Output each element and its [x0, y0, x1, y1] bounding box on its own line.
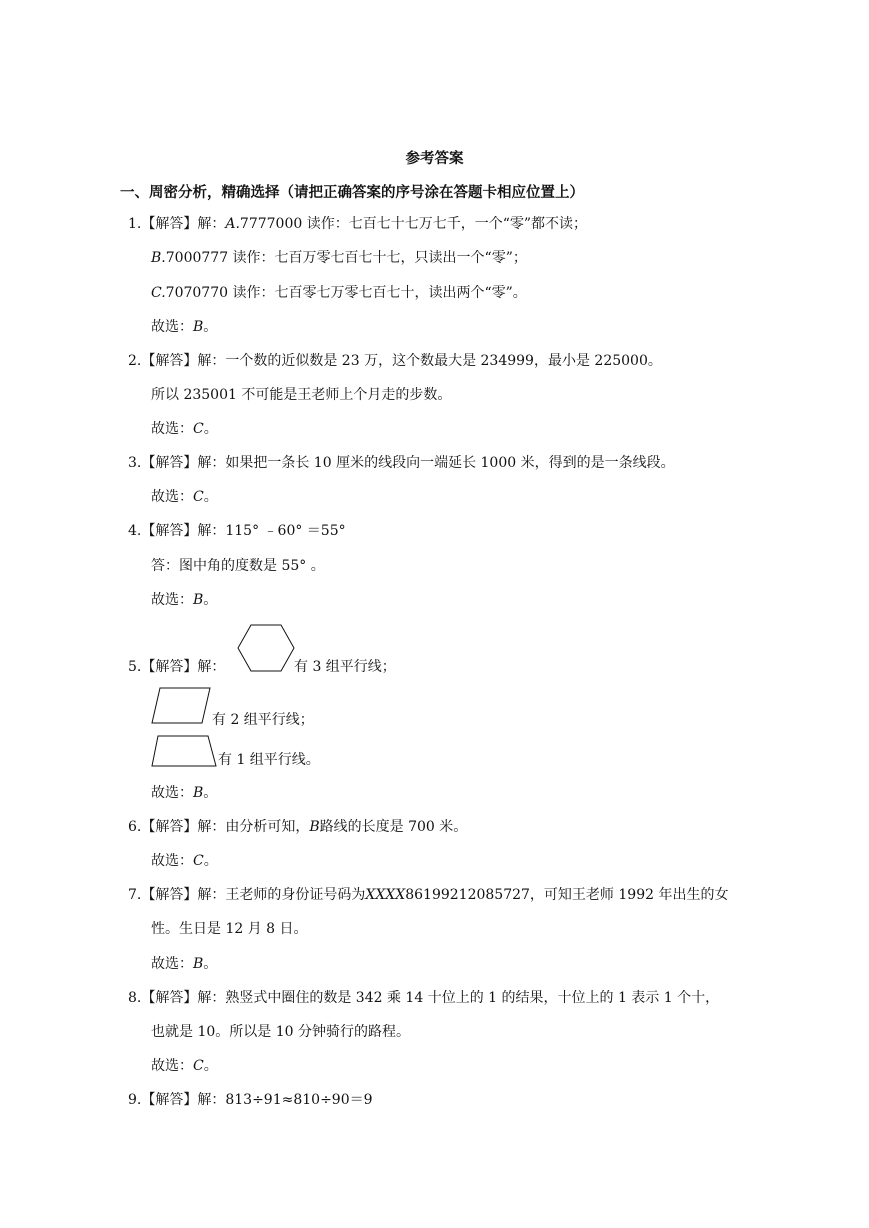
solution-label: 解：	[197, 1092, 226, 1108]
answer-letter: C	[193, 489, 204, 505]
masked-digits: XXXX	[365, 887, 406, 903]
answer-choice: 故选：C。	[151, 489, 218, 505]
parallelogram-shape	[150, 687, 212, 725]
option-label: A.	[225, 216, 240, 232]
answer-tag: 【解答】	[141, 353, 198, 369]
trapezoid-shape	[150, 734, 218, 768]
solution-label: 解：	[197, 659, 226, 675]
answer-letter: C	[193, 853, 204, 869]
question-number: 3.	[128, 455, 142, 471]
answer-letter: B	[193, 592, 204, 608]
section-heading: 一、周密分析，精确选择（请把正确答案的序号涂在答题卡相应位置上）	[120, 185, 584, 201]
answer-choice: 故选：B。	[151, 592, 218, 608]
answer-tag: 【解答】	[141, 455, 198, 471]
answer-letter: C	[193, 421, 204, 437]
question-number: 5.	[128, 659, 142, 675]
hexagon-shape	[236, 624, 296, 674]
answer-choice: 故选：C。	[151, 421, 218, 437]
question-number: 4.	[128, 523, 142, 539]
question-3	[128, 454, 675, 472]
solution-text: 性。生日是 12 月 8 日。	[151, 921, 308, 937]
answer-choice: 故选：B。	[151, 319, 218, 335]
solution-label: 解：	[197, 887, 226, 903]
solution-label: 解：	[197, 353, 226, 369]
answer-tag: 【解答】	[141, 887, 198, 903]
answer-choice: 故选：B。	[151, 956, 218, 972]
answer-tag: 【解答】	[141, 819, 198, 835]
question-number: 6.	[128, 819, 142, 835]
question-number: 1.	[128, 216, 142, 232]
solution-text: 一个数的近似数是 23 万，这个数最大是 234999，最小是 225000。	[225, 353, 662, 369]
option-label: C.	[151, 285, 166, 301]
question-4	[128, 522, 346, 540]
option-label: B.	[151, 250, 166, 266]
answer-tag: 【解答】	[141, 659, 198, 675]
answer-choice: 故选：B。	[151, 785, 218, 801]
question-2	[128, 352, 662, 370]
question-number: 9.	[128, 1092, 142, 1108]
answer-letter: B	[193, 785, 204, 801]
solution-text: 所以 235001 不可能是王老师上个月走的步数。	[151, 387, 452, 403]
solution-text: 813÷91≈810÷90＝9	[225, 1092, 373, 1108]
answer-tag: 【解答】	[141, 523, 198, 539]
solution-label: 解：	[197, 819, 226, 835]
solution-label: 解：	[197, 455, 226, 471]
question-9	[128, 1091, 373, 1109]
solution-text: 熟竖式中圈住的数是 342 乘 14 十位上的 1 的结果，十位上的 1 表示 1 个十，	[225, 990, 720, 1006]
answer-tag: 【解答】	[141, 1092, 198, 1108]
solution-label: 解：	[197, 990, 226, 1006]
solution-label: 解：	[197, 523, 226, 539]
page-title: 参考答案	[405, 151, 464, 167]
question-7: 7.【解答】解：王老师的身份证号码为XXXX86199212085727，可知王老师 1992 年出生的女	[128, 887, 729, 903]
answer-letter: B	[193, 319, 204, 335]
solution-text: 答：图中角的度数是 55° 。	[151, 558, 325, 574]
solution-text: 也就是 10。所以是 10 分钟骑行的路程。	[151, 1024, 410, 1040]
question-1-line-c	[151, 284, 527, 302]
answer-choice: 故选：C。	[151, 853, 218, 869]
solution-label: 解：	[197, 216, 226, 232]
question-number: 8.	[128, 990, 142, 1006]
hexagon-note: 有 3 组平行线；	[294, 659, 396, 675]
answer-letter: C	[193, 1058, 204, 1074]
solution-text: 115° ﹣60° ＝55°	[225, 523, 346, 539]
solution-text: 如果把一条长 10 厘米的线段向一端延长 1000 米，得到的是一条线段。	[225, 455, 675, 471]
question-number: 7.	[128, 887, 142, 903]
option-text: 7000777 读作：七百万零七百七十七，只读出一个“零”；	[165, 250, 527, 266]
question-number: 2.	[128, 353, 142, 369]
option-text: 7070770 读作：七百零七万零七百七十，读出两个“零”。	[165, 285, 527, 301]
route-letter: B	[309, 819, 320, 835]
answer-letter: B	[193, 956, 204, 972]
answer-choice: 故选：C。	[151, 1058, 218, 1074]
answer-tag: 【解答】	[141, 990, 198, 1006]
parallelogram-note: 有 2 组平行线；	[212, 712, 314, 728]
trapezoid-note: 有 1 组平行线。	[218, 752, 320, 768]
option-text: 7777000 读作：七百七十七万七千，一个“零”都不读；	[239, 216, 588, 232]
question-6: 6.【解答】解：由分析可知，B路线的长度是 700 米。	[128, 819, 468, 835]
question-1-line-b	[151, 249, 527, 267]
answer-tag: 【解答】	[141, 216, 198, 232]
question-1	[128, 215, 587, 233]
question-8	[128, 989, 719, 1007]
question-5	[128, 658, 225, 676]
